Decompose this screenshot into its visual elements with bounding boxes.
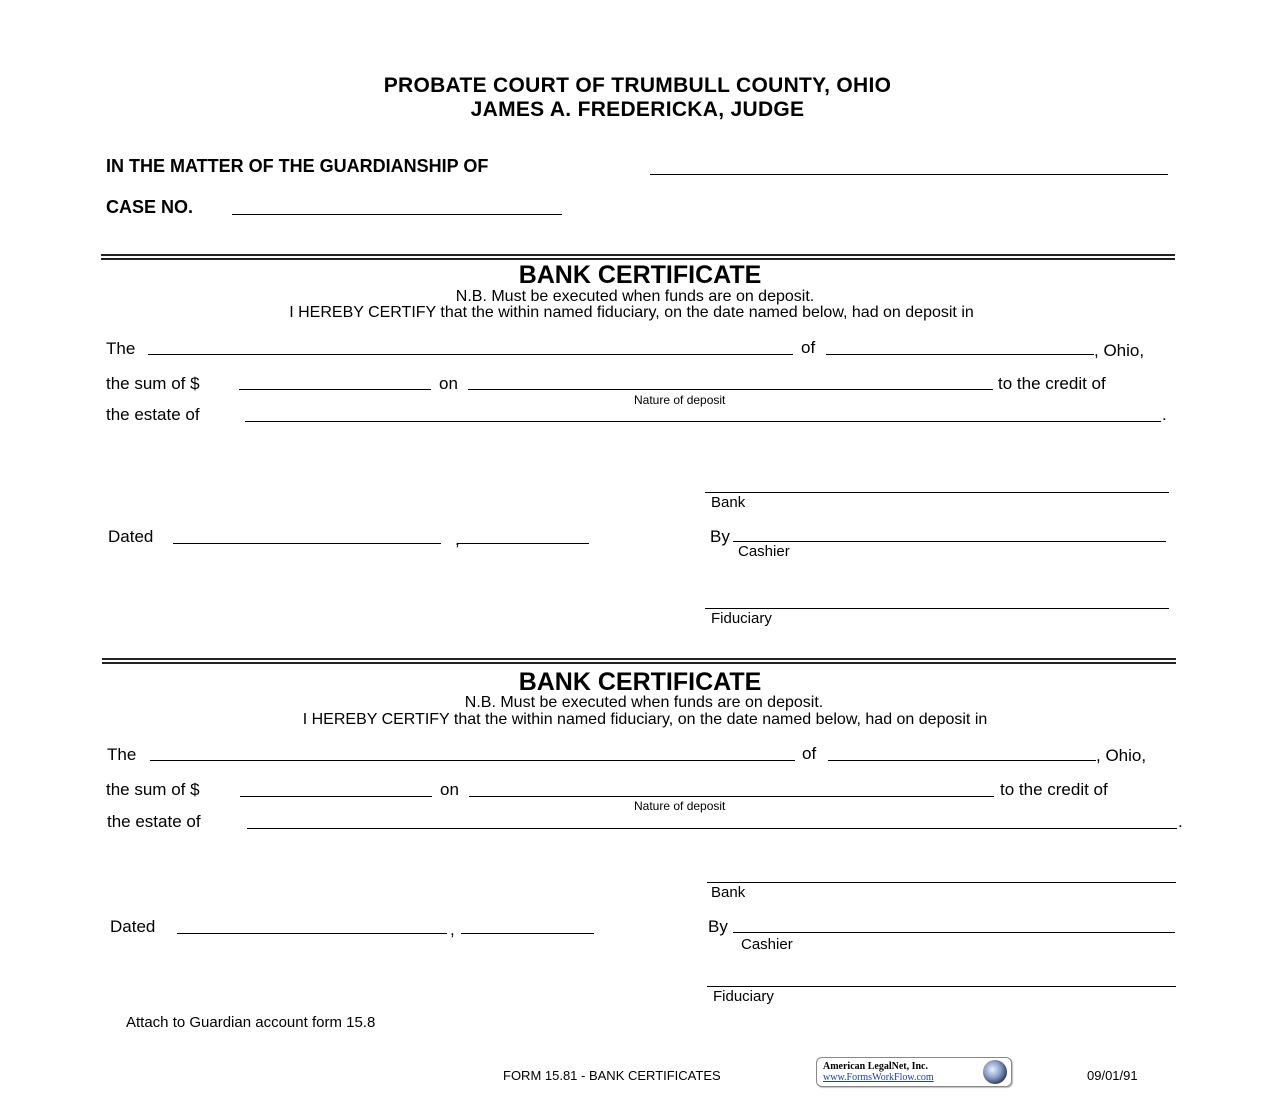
form-date: 09/01/91	[1087, 1068, 1138, 1083]
nature-of-deposit-label: Nature of deposit	[634, 799, 726, 813]
estate-label: the estate of	[107, 812, 201, 831]
by-label: By	[708, 917, 728, 936]
by-label: By	[710, 527, 730, 546]
certificate-title: BANK CERTIFICATE	[518, 261, 762, 289]
fiduciary-label: Fiduciary	[713, 988, 774, 1005]
guardianship-name-field[interactable]	[650, 174, 1168, 175]
nature-of-deposit-label: Nature of deposit	[634, 393, 726, 407]
certificate-note: N.B. Must be executed when funds are on deposit.	[464, 694, 824, 711]
guardianship-label: IN THE MATTER OF THE GUARDIANSHIP OF	[106, 156, 489, 176]
judge-name: JAMES A. FREDERICKA, JUDGE	[470, 98, 805, 121]
cashier-signature-field[interactable]	[733, 541, 1166, 542]
sum-label: the sum of $	[106, 374, 200, 393]
ohio-label: , Ohio,	[1096, 746, 1147, 765]
cashier-label: Cashier	[738, 543, 790, 560]
the-label: The	[107, 745, 137, 764]
bank-signature-field[interactable]	[707, 882, 1176, 883]
fiduciary-signature-field[interactable]	[705, 608, 1169, 609]
on-label: on	[439, 374, 458, 393]
globe-icon	[983, 1060, 1007, 1084]
certificate-note: N.B. Must be executed when funds are on deposit.	[455, 288, 815, 305]
credit-label: to the credit of	[998, 374, 1106, 393]
nature-of-deposit-field[interactable]	[468, 389, 993, 390]
date-field[interactable]	[173, 543, 441, 544]
certificate-title: BANK CERTIFICATE	[518, 668, 762, 696]
estate-field[interactable]	[245, 421, 1161, 422]
city-field[interactable]	[826, 354, 1094, 355]
ohio-label: , Ohio,	[1094, 341, 1145, 360]
case-no-field[interactable]	[232, 214, 562, 215]
bank-label: Bank	[711, 884, 746, 901]
city-field[interactable]	[828, 760, 1096, 761]
bank-signature-field[interactable]	[705, 492, 1169, 493]
period: .	[1178, 812, 1183, 831]
credit-label: to the credit of	[1000, 780, 1108, 799]
comma: ,	[450, 920, 455, 939]
fiduciary-label: Fiduciary	[711, 610, 772, 627]
on-label: on	[440, 780, 459, 799]
year-field[interactable]	[457, 543, 589, 544]
attach-note: Attach to Guardian account form 15.8	[126, 1014, 376, 1031]
cashier-signature-field[interactable]	[733, 932, 1175, 933]
certify-statement: I HEREBY CERTIFY that the within named fiduciary, on the date named below, had on deposit in	[289, 304, 974, 321]
sum-field[interactable]	[239, 389, 431, 390]
divider	[101, 258, 1175, 260]
estate-field[interactable]	[247, 828, 1177, 829]
form-id: FORM 15.81 - BANK CERTIFICATES	[503, 1068, 721, 1083]
sum-label: the sum of $	[106, 780, 200, 799]
year-field[interactable]	[461, 933, 594, 934]
legalnet-logo[interactable]	[816, 1057, 1012, 1087]
comma: ,	[455, 530, 460, 549]
dated-label: Dated	[108, 527, 154, 546]
cashier-label: Cashier	[741, 936, 793, 953]
bank-name-field[interactable]	[150, 760, 795, 761]
logo-url[interactable]: www.FormsWorkFlow.com	[823, 1072, 934, 1083]
divider	[101, 254, 1175, 256]
sum-field[interactable]	[240, 796, 432, 797]
dated-label: Dated	[110, 917, 156, 936]
bank-name-field[interactable]	[148, 354, 793, 355]
period: .	[1162, 405, 1167, 424]
of-label: of	[802, 744, 817, 763]
estate-label: the estate of	[106, 405, 200, 424]
date-field[interactable]	[177, 933, 447, 934]
nature-of-deposit-field[interactable]	[469, 796, 994, 797]
fiduciary-signature-field[interactable]	[707, 986, 1176, 987]
case-no-label: CASE NO.	[106, 197, 194, 217]
the-label: The	[106, 339, 136, 358]
logo-company: American LegalNet, Inc.	[823, 1061, 928, 1072]
certify-statement: I HEREBY CERTIFY that the within named fiduciary, on the date named below, had on deposit in	[302, 711, 988, 728]
court-name: PROBATE COURT OF TRUMBULL COUNTY, OHIO	[383, 74, 892, 97]
bank-label: Bank	[711, 494, 746, 511]
divider	[102, 662, 1176, 664]
divider	[102, 658, 1176, 660]
of-label: of	[801, 338, 816, 357]
